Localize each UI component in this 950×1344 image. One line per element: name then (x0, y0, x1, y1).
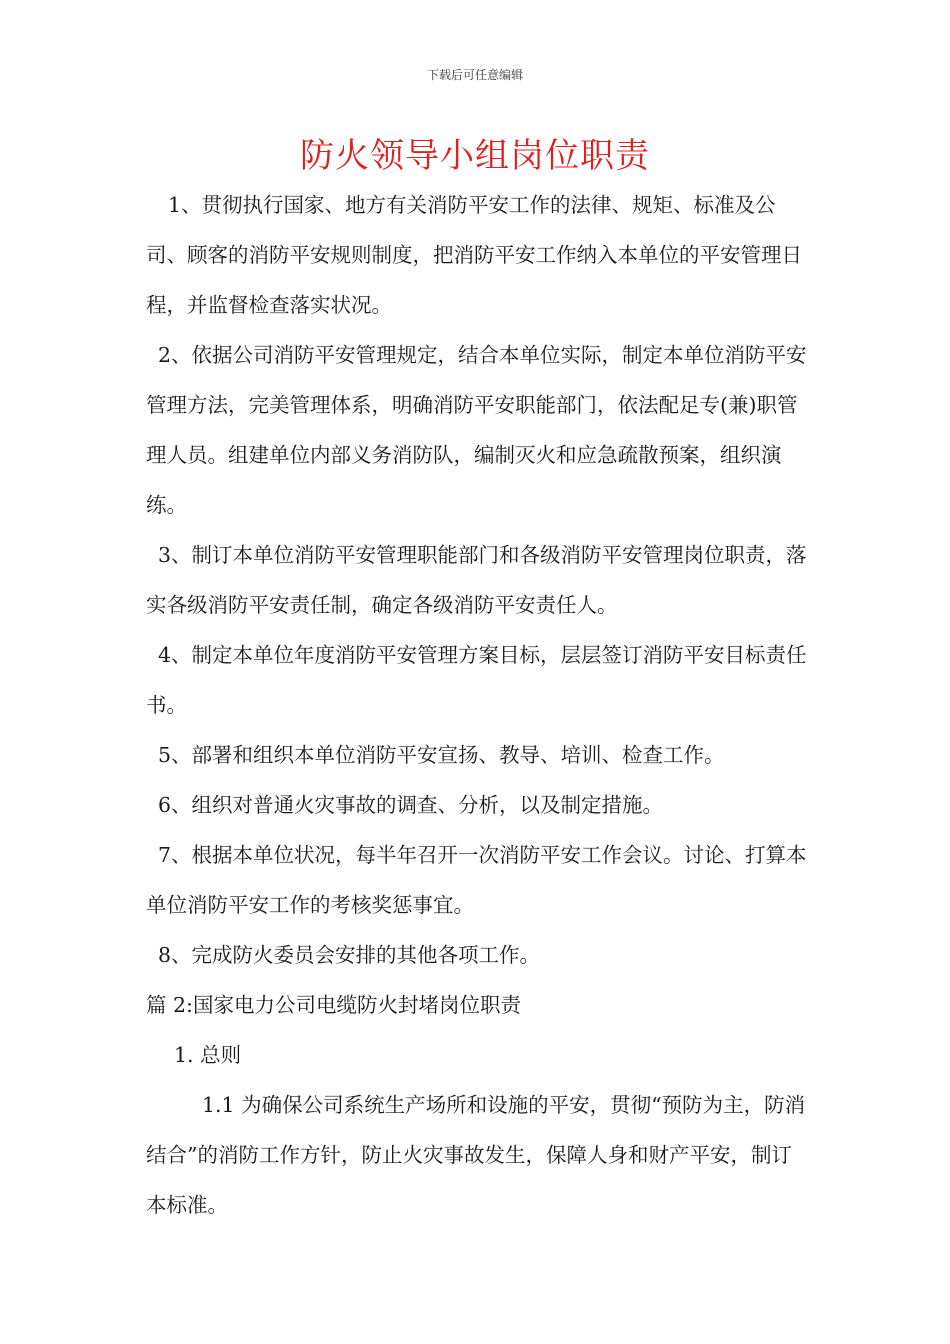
paragraph-3: 3、制订本单位消防平安管理职能部门和各级消防平安管理岗位职责，落实各级消防平安责任制，确定各级消防平安责任人。 (146, 543, 807, 617)
paragraph-7: 7、根据本单位状况，每半年召开一次消防平安工作会议。讨论、打算本单位消防平安工作的考核奖惩事宜。 (146, 843, 807, 917)
document-title: 防火领导小组岗位职责 (300, 136, 650, 176)
paragraph-2: 2、依据公司消防平安管理规定，结合本单位实际，制定本单位消防平安管理方法，完美管理体系，明确消防平安职能部门，依法配足专(兼)职管理人员。组建单位内部义务消防队，编制灭火和应急疏散预案，组织演练。 (146, 343, 807, 517)
paragraph-4: 4、制定本单位年度消防平安管理方案目标，层层签订消防平安目标责任书。 (146, 643, 807, 717)
subsection-heading: 1. 总则 (174, 1043, 242, 1067)
paragraph-1: 1、贯彻执行国家、地方有关消防平安工作的法律、规矩、标准及公司、顾客的消防平安规则制度，把消防平安工作纳入本单位的平安管理日程，并监督检查落实状况。 (146, 193, 802, 317)
paragraph-5: 5、部署和组织本单位消防平安宣扬、教导、培训、检查工作。 (158, 743, 725, 767)
paragraph-8: 8、完成防火委员会安排的其他各项工作。 (158, 943, 541, 967)
header-note: 下载后可任意编辑 (426, 68, 523, 82)
section-heading: 篇 2:国家电力公司电缆防火封堵岗位职责 (146, 993, 521, 1017)
document-body (146, 180, 810, 1230)
paragraph-6: 6、组织对普通火灾事故的调查、分析，以及制定措施。 (158, 793, 664, 817)
paragraph-1-1: 1.1 为确保公司系统生产场所和设施的平安，贯彻“预防为主，防消结合”的消防工作方针，防止火灾事故发生，保障人身和财产平安，制订本标准。 (146, 1093, 806, 1217)
